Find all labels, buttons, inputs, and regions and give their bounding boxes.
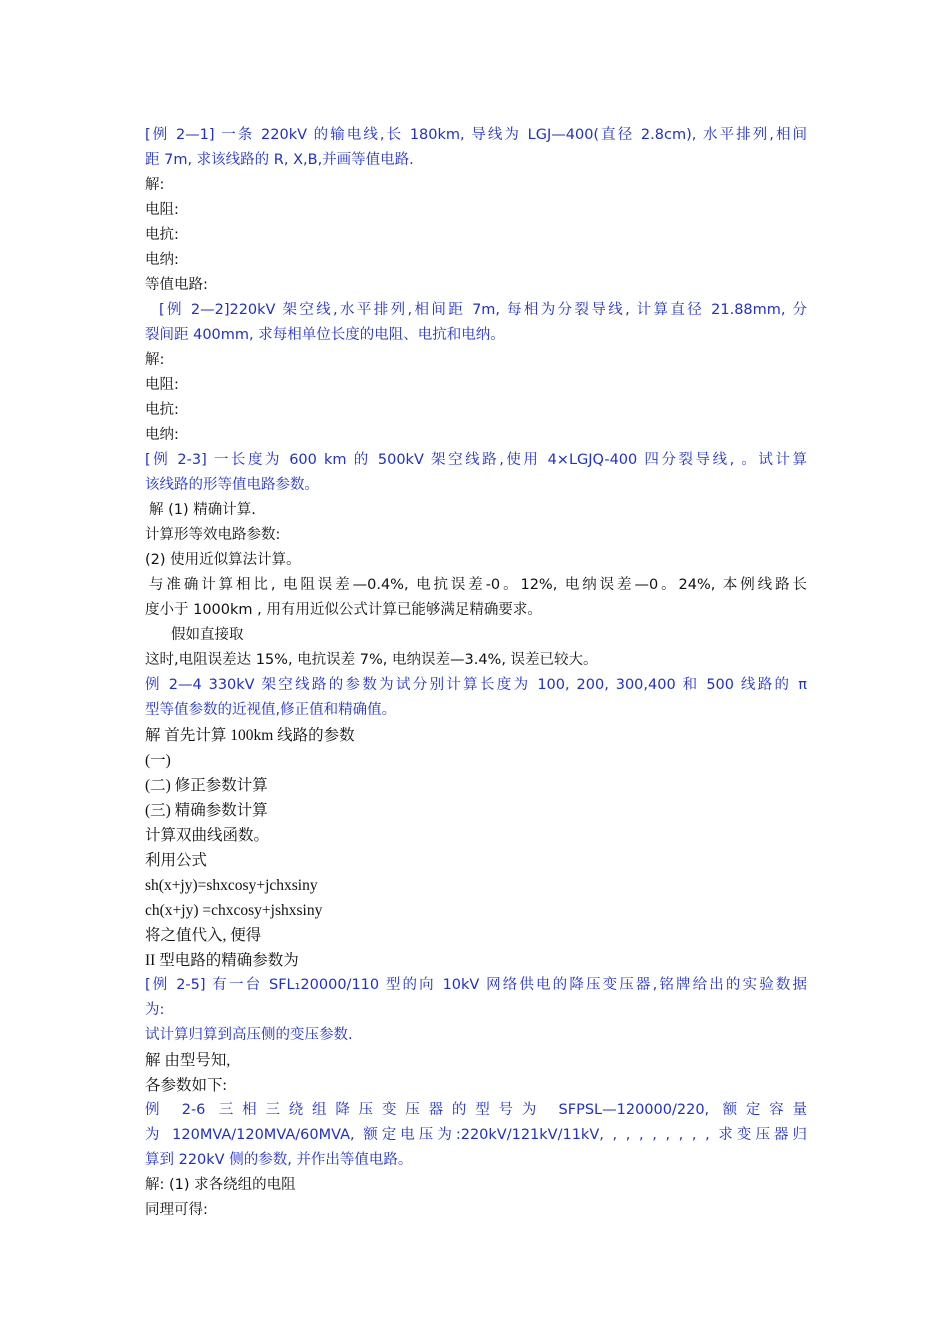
text-line: [例 2—2]220kV 架空线,水平排列,相间距 7m, 每相为分裂导线, 计算直径 21.88mm, 分 — [159, 302, 807, 318]
text-line: 电阻: — [145, 202, 179, 218]
text-line: 计算双曲线函数。 — [145, 827, 270, 844]
text-line: 距 7m, 求该线路的 R, X,B,并画等值电路. — [145, 152, 414, 168]
text-line: ch(x+jy) =chxcosy+jshxsiny — [145, 902, 323, 919]
text-line: 同理可得: — [145, 1202, 208, 1218]
text-line: 电抗: — [145, 227, 179, 243]
text-line: II 型电路的精确参数为 — [145, 952, 299, 969]
text-line: [例 2-5] 有一台 SFL₁20000/110 型的向 10kV 网络供电的降压变压器,铭牌给出的实验数据 — [145, 977, 807, 993]
text-line: 解: — [145, 177, 165, 193]
text-line: 这时,电阻误差达 15%, 电抗误差 7%, 电纳误差—3.4%, 误差已较大。 — [145, 652, 598, 668]
text-line: (2) 使用近似算法计算。 — [145, 552, 301, 568]
text-line: 各参数如下: — [145, 1077, 227, 1094]
text-line: 等值电路: — [145, 277, 208, 293]
text-line: 例 2—4 330kV 架空线路的参数为试分别计算长度为 100, 200, 300,400 和 500 线路的 π — [145, 677, 807, 693]
text-line: 型等值参数的近视值,修正值和精确值。 — [145, 702, 397, 718]
text-line: (三) 精确参数计算 — [145, 802, 268, 819]
text-line: sh(x+jy)=shxcosy+jchxsiny — [145, 877, 318, 894]
text-line: 假如直接取 — [171, 627, 244, 643]
text-line: 电抗: — [145, 402, 179, 418]
text-line: 解 首先计算 100km 线路的参数 — [145, 727, 355, 744]
text-line: 电纳: — [145, 427, 179, 443]
text-line: 解 (1) 精确计算. — [149, 502, 256, 518]
text-line: 为 120MVA/120MVA/60MVA, 额定电压为:220kV/121kV/11kV, , , , , , , , , 求变压器归 — [145, 1127, 807, 1143]
text-line: 电纳: — [145, 252, 179, 268]
text-line: (一) — [145, 752, 171, 769]
text-line: (二) 修正参数计算 — [145, 777, 268, 794]
text-line: 例 2-6 三相三绕组降压变压器的型号为 SFPSL—120000/220, 额定容量 — [145, 1102, 807, 1118]
text-line: 试计算归算到高压侧的变压参数. — [145, 1027, 353, 1043]
text-line: 利用公式 — [145, 852, 208, 869]
text-line: 度小于 1000km , 用有用近似公式计算已能够满足精确要求。 — [145, 602, 542, 618]
text-line: 计算形等效电路参数: — [145, 527, 281, 543]
text-line: 与准确计算相比, 电阻误差—0.4%, 电抗误差-0。12%, 电纳误差—0。24%, 本例线路长 — [149, 577, 807, 593]
text-line: [例 2-3] 一长度为 600 km 的 500kV 架空线路,使用 4×LGJQ-400 四分裂导线, 。试计算 — [145, 452, 807, 468]
text-line: 裂间距 400mm, 求每相单位长度的电阻、电抗和电纳。 — [145, 327, 505, 343]
document-body — [145, 123, 807, 1223]
text-line: 解 由型号知, — [145, 1052, 231, 1069]
text-line: 解: — [145, 352, 165, 368]
text-line: 该线路的形等值电路参数。 — [145, 477, 319, 493]
text-line: 电阻: — [145, 377, 179, 393]
text-line: [例 2—1] 一条 220kV 的输电线,长 180km, 导线为 LGJ—400(直径 2.8cm), 水平排列,相间 — [145, 127, 807, 143]
text-line: 算到 220kV 侧的参数, 并作出等值电路。 — [145, 1152, 413, 1168]
text-line: 解: (1) 求各绕组的电阻 — [145, 1177, 296, 1193]
text-line: 为: — [145, 1002, 165, 1018]
text-line: 将之值代入, 便得 — [145, 927, 262, 944]
